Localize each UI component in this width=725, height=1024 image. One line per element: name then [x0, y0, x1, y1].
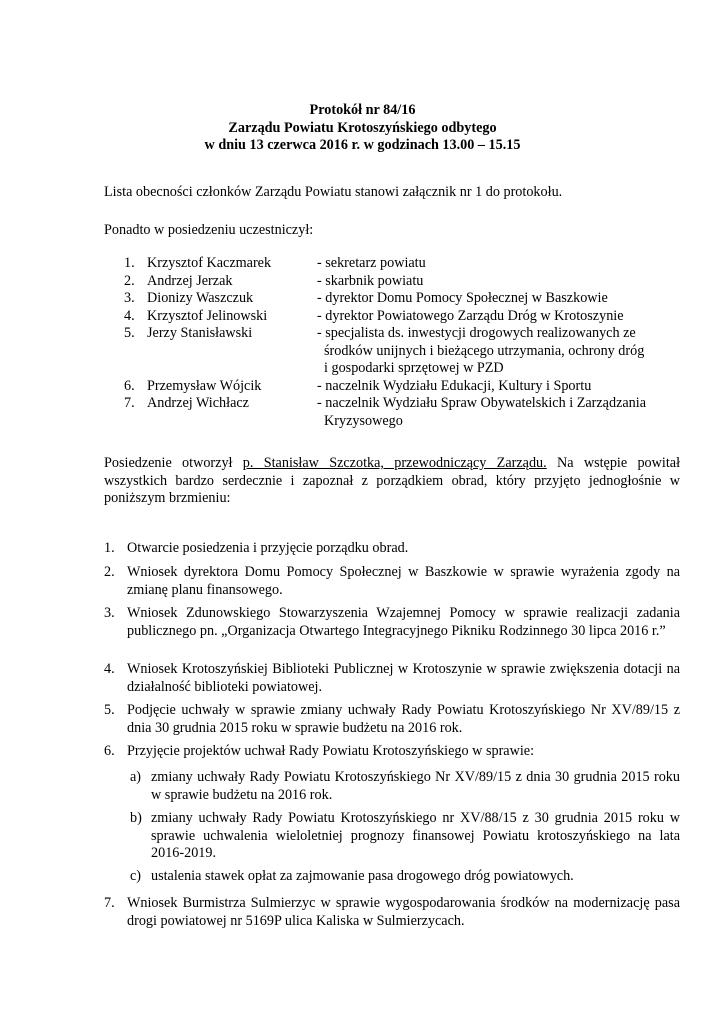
agenda-item — [104, 540, 680, 558]
agenda-number: 6. — [104, 743, 115, 759]
agenda-text: Wniosek dyrektora Domu Pomocy Społecznej w Baszkowie w sprawie wyrażenia zgody na zmianę planu finansowego. — [127, 564, 680, 598]
participant-row — [104, 273, 684, 291]
agenda-subitem-letter: c) — [130, 868, 142, 884]
agenda-subitem-letter: a) — [130, 769, 142, 785]
opening-prefix: Posiedzenie otworzył — [104, 455, 233, 471]
participant-name: Andrzej Jerzak — [147, 272, 233, 289]
opening-paragraph — [104, 455, 680, 508]
agenda-subitem-letter: b) — [130, 810, 142, 826]
title-line-3: w dniu 13 czerwca 2016 r. w godzinach 13.00 – 15.15 — [204, 137, 521, 153]
agenda-text: Podjęcie uchwały w sprawie zmiany uchwały Rady Powiatu Krotoszyńskiego Nr XV/89/15 z dnia 30 grudnia 2015 roku w sprawie budżetu na 2016 rok. — [127, 702, 680, 736]
participant-role-cont: Kryzysowego — [324, 412, 403, 429]
participant-number: 1. — [124, 255, 135, 271]
participant-row — [104, 255, 684, 273]
chairman-name: p. Stanisław Szczotka, przewodniczący Zarządu. — [242, 455, 547, 471]
participant-role: - skarbnik powiatu — [317, 272, 424, 289]
agenda-number: 7. — [104, 895, 115, 911]
agenda-item — [104, 702, 680, 737]
participant-row — [104, 308, 684, 326]
participant-number: 6. — [124, 377, 135, 394]
participant-role: - naczelnik Wydziału Edukacji, Kultury i Sportu — [317, 377, 592, 394]
participant-number: 7. — [124, 395, 135, 411]
participant-number: 2. — [124, 272, 135, 289]
participant-name: Jerzy Stanisławski — [147, 325, 253, 341]
agenda-item — [104, 661, 680, 696]
agenda-subitem — [127, 769, 680, 804]
participant-role: - specjalista ds. inwestycji drogowych realizowanych ze — [317, 325, 636, 341]
agenda-number: 4. — [104, 661, 115, 677]
participant-name: Krzysztof Kaczmarek — [147, 255, 272, 271]
title-line-1: Protokół nr 84/16 — [309, 102, 416, 118]
participant-row — [104, 395, 684, 413]
participant-name: Andrzej Wichłacz — [147, 395, 249, 411]
opening-suffix: Na wstępie powitał wszystkich bardzo serdecznie i zapoznał z porządkiem obrad, który przyjęto jednogłośnie w poniższym brzmieniu: — [104, 455, 681, 506]
agenda-subitem — [127, 868, 680, 886]
participant-role: - sekretarz powiatu — [317, 255, 426, 271]
agenda-text: Otwarcie posiedzenia i przyjęcie porządku obrad. — [127, 540, 409, 556]
agenda-subitem-text: ustalenia stawek opłat za zajmowanie pasa drogowego dróg powiatowych. — [151, 868, 574, 884]
agenda-item — [104, 895, 680, 930]
agenda-text: Przyjęcie projektów uchwał Rady Powiatu Krotoszyńskiego w sprawie: — [127, 743, 535, 759]
agenda-number: 3. — [104, 605, 115, 621]
participant-role: - naczelnik Wydziału Spraw Obywatelskich i Zarządzania — [317, 395, 646, 411]
participants-list — [104, 255, 684, 430]
agenda-text: Wniosek Krotoszyńskiej Biblioteki Publicznej w Krotoszynie w sprawie zwiększenia dotacji na działalność biblioteki powiatowej. — [127, 661, 680, 695]
attendance-note: Lista obecności członków Zarządu Powiatu stanowi załącznik nr 1 do protokołu. — [104, 184, 563, 200]
agenda-item — [104, 564, 680, 599]
agenda-item — [104, 605, 680, 640]
participant-role: - dyrektor Domu Pomocy Społecznej w Baszkowie — [317, 290, 608, 306]
participant-row — [104, 325, 684, 343]
participant-number: 5. — [124, 325, 135, 341]
participant-role-continuation — [104, 360, 684, 378]
agenda-number: 2. — [104, 564, 115, 580]
agenda-text: Wniosek Burmistrza Sulmierzyc w sprawie wygospodarowania środków na modernizację pasa drogi powiatowej nr 5169P ulica Kaliska w Sulmierzycach. — [127, 895, 680, 929]
agenda-item — [104, 743, 680, 761]
participant-number: 4. — [124, 307, 135, 324]
participant-name: Krzysztof Jelinowski — [147, 307, 268, 324]
agenda-subitem-text: zmiany uchwały Rady Powiatu Krotoszyńskiego Nr XV/89/15 z dnia 30 grudnia 2015 roku w sprawie budżetu na 2016 rok. — [151, 769, 680, 803]
agenda-number: 1. — [104, 540, 115, 556]
title-line-2: Zarządu Powiatu Krotoszyńskiego odbytego — [228, 119, 497, 136]
agenda-subitem — [127, 810, 680, 863]
participants-heading: Ponadto w posiedzeniu uczestniczył: — [104, 222, 314, 238]
participant-row — [104, 378, 684, 396]
participant-role: - dyrektor Powiatowego Zarządu Dróg w Krotoszynie — [317, 307, 624, 324]
participant-role-cont: środków unijnych i bieżącego utrzymania, ochrony dróg — [324, 342, 645, 359]
participant-number: 3. — [124, 290, 135, 306]
agenda-number: 5. — [104, 702, 115, 718]
participant-name: Dionizy Waszczuk — [147, 290, 254, 306]
protocol-title — [0, 102, 725, 155]
participant-name: Przemysław Wójcik — [147, 377, 262, 394]
participant-role-continuation — [104, 343, 684, 361]
agenda-text: Wniosek Zdunowskiego Stowarzyszenia Wzajemnej Pomocy w sprawie realizacji zadania publicznego pn. „Organizacja Otwartego Integracyjnego Pikniku Rodzinnego 30 lipca 2016 r.” — [127, 605, 680, 639]
participant-role-continuation — [104, 413, 684, 431]
participant-row — [104, 290, 684, 308]
participant-role-cont: i gospodarki sprzętowej w PZD — [324, 360, 504, 376]
agenda-subitem-text: zmiany uchwały Rady Powiatu Krotoszyńskiego nr XV/88/15 z 30 grudnia 2015 roku w sprawie uchwalenia wieloletniej prognozy finansowej Powiatu krotoszyńskiego na lata 2016-2019. — [151, 810, 680, 861]
